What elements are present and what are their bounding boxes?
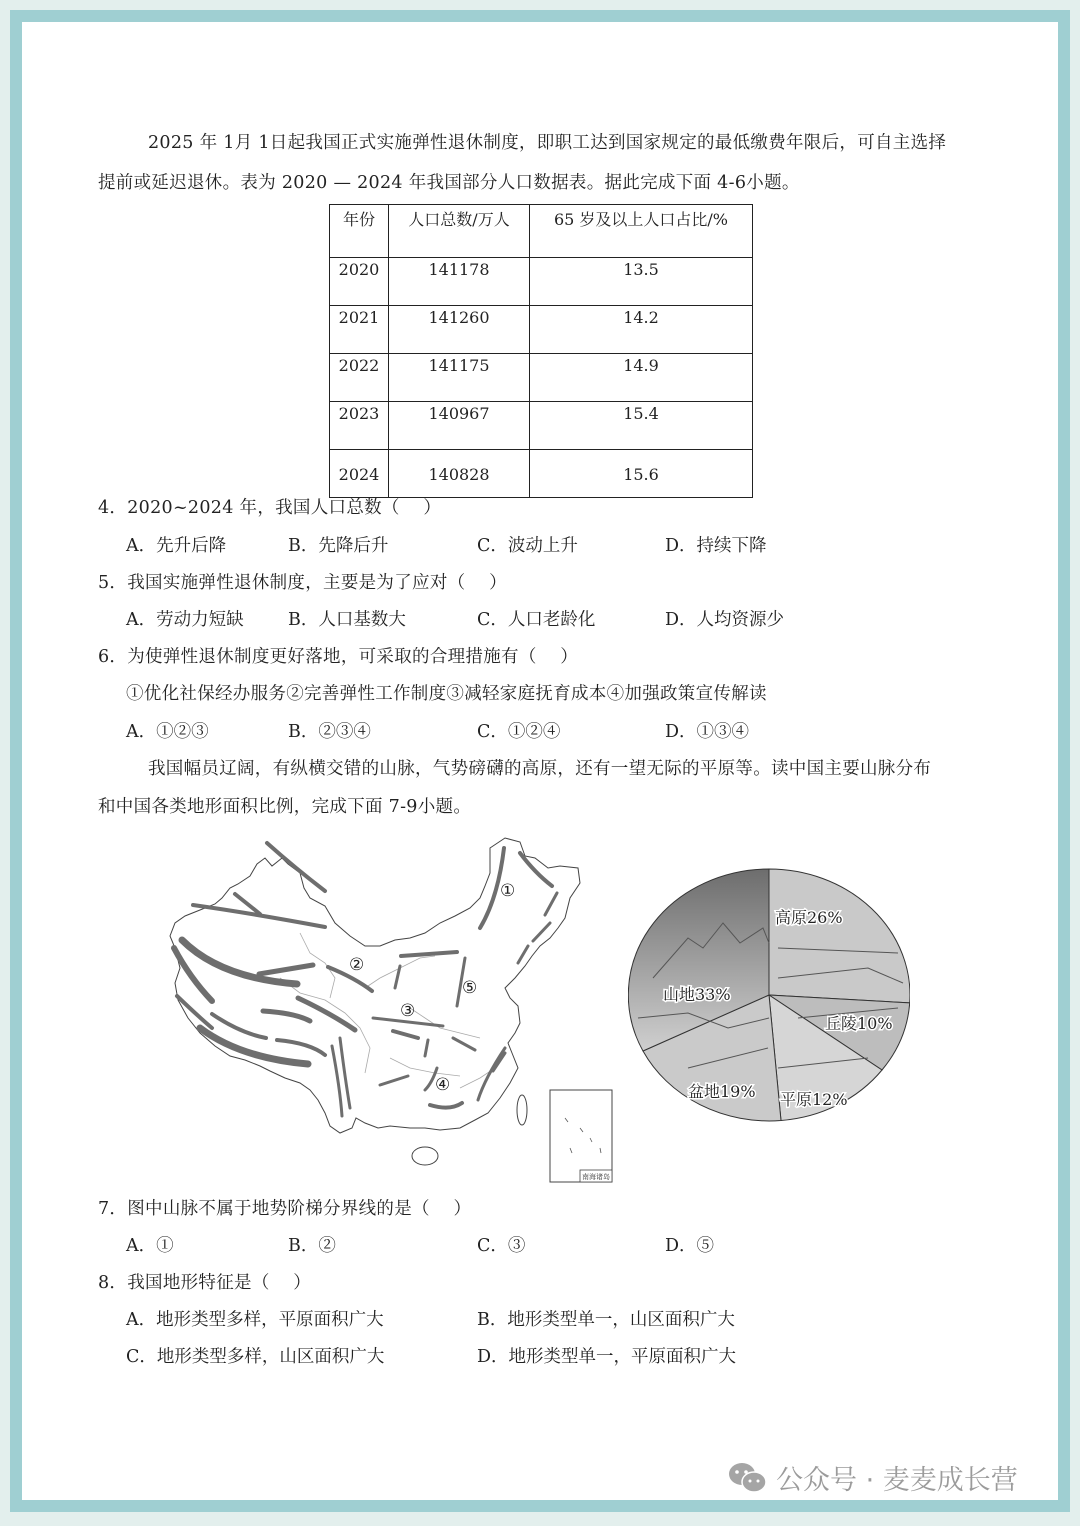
q7-option-a[interactable]: A．①: [126, 1236, 174, 1256]
cell-ratio: 13.5: [530, 258, 753, 306]
q8-option-c[interactable]: C．地形类型多样，山区面积广大: [126, 1347, 385, 1367]
table-row: [330, 306, 753, 354]
map-label-4: ④: [435, 1075, 451, 1095]
label-basin: 盆地19%: [688, 1082, 756, 1101]
inset-label: 南海诸岛: [582, 1173, 610, 1181]
map-label-1: ①: [500, 881, 516, 901]
q6-option-a[interactable]: A．①②③: [126, 722, 209, 742]
cell-year: 2023: [330, 402, 389, 450]
q5-option-c[interactable]: C．人口老龄化: [477, 610, 596, 630]
table-header-row: [330, 205, 753, 258]
header-aged-ratio: 65 岁及以上人口占比/%: [530, 205, 753, 258]
intro-line-1: 2025 年 1月 1日起我国正式实施弹性退休制度，即职工达到国家规定的最低缴费年限后，可自主选择: [148, 133, 947, 153]
china-mountain-map: [160, 828, 620, 1184]
south-china-sea-inset: [550, 1090, 612, 1182]
header-population: 人口总数/万人: [389, 205, 530, 258]
table-row: [330, 402, 753, 450]
table-row: [330, 354, 753, 402]
q6-option-c[interactable]: C．①②④: [477, 722, 561, 742]
cell-ratio: 15.4: [530, 402, 753, 450]
q8-option-b[interactable]: B．地形类型单一，山区面积广大: [477, 1310, 735, 1330]
q5-option-a[interactable]: A．劳动力短缺: [126, 610, 244, 630]
q8-option-a[interactable]: A．地形类型多样，平原面积广大: [126, 1310, 384, 1330]
landform-pie-chart: [628, 868, 910, 1122]
intro2-line-2: 和中国各类地形面积比例，完成下面 7-9小题。: [98, 797, 472, 817]
question-4-stem: 4．2020~2024 年，我国人口总数（ ）: [98, 498, 442, 518]
q4-option-a[interactable]: A．先升后降: [126, 536, 227, 556]
label-plateau: 高原26%: [775, 908, 843, 927]
cell-year: 2021: [330, 306, 389, 354]
cell-population: 141260: [389, 306, 530, 354]
q6-option-b[interactable]: B．②③④: [288, 722, 371, 742]
map-label-5: ⑤: [462, 978, 478, 998]
q5-option-b[interactable]: B．人口基数大: [288, 610, 406, 630]
cell-year: 2024: [330, 450, 389, 498]
q7-option-b[interactable]: B．②: [288, 1236, 336, 1256]
cell-year: 2022: [330, 354, 389, 402]
province-boundaries: [280, 933, 495, 1088]
cell-ratio: 14.9: [530, 354, 753, 402]
q4-option-c[interactable]: C．波动上升: [477, 536, 578, 556]
q4-option-b[interactable]: B．先降后升: [288, 536, 389, 556]
cell-population: 140967: [389, 402, 530, 450]
population-table: [329, 204, 753, 498]
slice-plateau: [769, 869, 910, 1003]
table-row: [330, 258, 753, 306]
label-hills: 丘陵10%: [825, 1014, 893, 1033]
question-5-stem: 5．我国实施弹性退休制度，主要是为了应对（ ）: [98, 573, 507, 593]
watermark: [728, 1458, 1018, 1497]
question-7-stem: 7．图中山脉不属于地势阶梯分界线的是（ ）: [98, 1199, 472, 1219]
cell-population: 140828: [389, 450, 530, 498]
label-plain: 平原12%: [780, 1090, 848, 1109]
question-6-items: ①优化社保经办服务②完善弹性工作制度③减轻家庭抚育成本④加强政策宣传解读: [126, 684, 767, 704]
question-8-stem: 8．我国地形特征是（ ）: [98, 1273, 312, 1293]
q6-option-d[interactable]: D．①③④: [665, 722, 750, 742]
question-6-stem: 6．为使弹性退休制度更好落地，可采取的合理措施有（ ）: [98, 647, 579, 667]
cell-ratio: 15.6: [530, 450, 753, 498]
map-labels: [349, 881, 515, 1095]
cell-year: 2020: [330, 258, 389, 306]
watermark-text: 公众号 · 麦麦成长营: [776, 1465, 1018, 1496]
q8-option-d[interactable]: D．地形类型单一，平原面积广大: [477, 1347, 737, 1367]
map-label-2: ②: [349, 955, 365, 975]
china-outline: [170, 838, 580, 1184]
table-row: [330, 450, 753, 498]
wechat-icon: [728, 1462, 768, 1494]
cell-population: 141178: [389, 258, 530, 306]
header-year: 年份: [330, 205, 389, 258]
intro2-line-1: 我国幅员辽阔，有纵横交错的山脉，气势磅礴的高原，还有一望无际的平原等。读中国主要山脉分布: [148, 759, 932, 779]
cell-ratio: 14.2: [530, 306, 753, 354]
cell-population: 141175: [389, 354, 530, 402]
q4-option-d[interactable]: D．持续下降: [665, 536, 767, 556]
q7-option-c[interactable]: C．③: [477, 1236, 526, 1256]
q7-option-d[interactable]: D．⑤: [665, 1236, 715, 1256]
label-mountain: 山地33%: [663, 985, 731, 1004]
map-label-3: ③: [400, 1001, 416, 1021]
intro-line-2: 提前或延迟退休。表为 2020 — 2024 年我国部分人口数据表。据此完成下面 4-6小题。: [98, 173, 800, 193]
q5-option-d[interactable]: D．人均资源少: [665, 610, 785, 630]
